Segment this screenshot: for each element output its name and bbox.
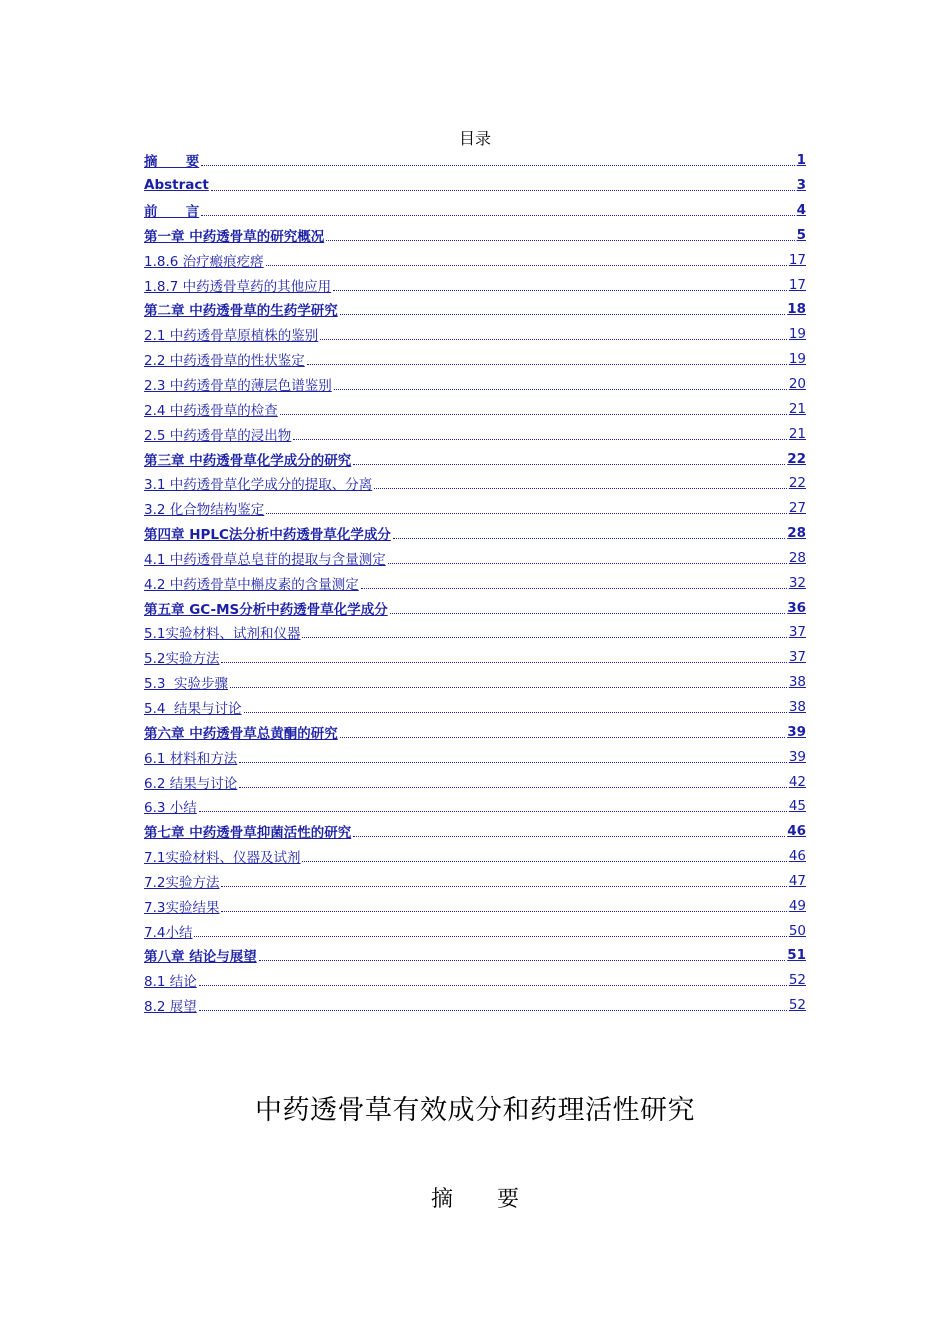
- toc-dot-leader: [266, 512, 787, 514]
- toc-dot-leader: [302, 860, 786, 862]
- toc-entry-label: 5.2实验方法: [144, 651, 220, 668]
- toc-entry-page: 3: [796, 177, 806, 194]
- toc-entry-page: 49: [788, 897, 806, 914]
- toc-entry-label: 前 言: [144, 204, 200, 221]
- toc-entry-page: 4: [796, 202, 806, 219]
- toc-chapter-link[interactable]: [144, 198, 806, 223]
- toc-dot-leader: [307, 363, 787, 365]
- toc-entry-label: 8.1 结论: [144, 974, 197, 991]
- toc-entry-label: 8.2 展望: [144, 999, 197, 1016]
- toc-section-link[interactable]: [144, 794, 806, 819]
- toc-entry-label: 4.2 中药透骨草中槲皮素的含量测定: [144, 576, 359, 593]
- toc-entry-page: 19: [788, 326, 806, 343]
- toc-entry-label: 7.2实验方法: [144, 874, 220, 891]
- toc-entry-page: 46: [788, 848, 806, 865]
- toc-entry-page: 17: [788, 276, 806, 293]
- toc-section-link[interactable]: [144, 347, 806, 372]
- toc-title: 目录: [458, 129, 491, 148]
- toc-entry-page: 32: [788, 574, 806, 591]
- toc-chapter-link[interactable]: [144, 943, 806, 968]
- toc-entry-label: 第三章 中药透骨草化学成分的研究: [144, 452, 352, 469]
- toc-chapter-link[interactable]: [144, 446, 806, 471]
- toc-entry-page: 52: [788, 972, 806, 989]
- toc-section-link[interactable]: [144, 645, 806, 670]
- toc-dot-leader: [333, 289, 787, 291]
- toc-chapter-link[interactable]: [144, 173, 806, 198]
- toc-entry-page: 47: [788, 872, 806, 889]
- toc-entry-label: 5.1实验材料、试剂和仪器: [144, 626, 301, 643]
- toc-dot-leader: [199, 984, 787, 986]
- toc-entry-label: 1.8.6 治疗瘢痕疙瘩: [144, 253, 264, 270]
- toc-entry-label: 3.2 化合物结构鉴定: [144, 502, 265, 519]
- toc-section-link[interactable]: [144, 272, 806, 297]
- toc-chapter-link[interactable]: [144, 595, 806, 620]
- toc-section-link[interactable]: [144, 695, 806, 720]
- abstract-heading-right: 要: [497, 1187, 520, 1212]
- toc-section-link[interactable]: [144, 421, 806, 446]
- toc-section-link[interactable]: [144, 868, 806, 893]
- toc-section-link[interactable]: [144, 247, 806, 272]
- toc-entry-page: 45: [788, 798, 806, 815]
- toc-section-link[interactable]: [144, 844, 806, 869]
- toc-section-link[interactable]: [144, 918, 806, 943]
- toc-entry-page: 39: [788, 748, 806, 765]
- toc-dot-leader: [201, 164, 794, 166]
- toc-entry-label: 1.8.7 中药透骨草药的其他应用: [144, 278, 332, 295]
- toc-entry-page: 20: [788, 376, 806, 393]
- toc-dot-leader: [393, 537, 785, 539]
- toc-section-link[interactable]: [144, 769, 806, 794]
- toc-entry-page: 18: [787, 301, 806, 318]
- toc-entry-page: 27: [788, 500, 806, 517]
- toc-section-link[interactable]: [144, 893, 806, 918]
- toc-section-link[interactable]: [144, 546, 806, 571]
- toc-dot-leader: [221, 910, 786, 912]
- toc-chapter-link[interactable]: [144, 297, 806, 322]
- toc-dot-leader: [390, 612, 785, 614]
- toc-entry-label: 第二章 中药透骨草的生药学研究: [144, 303, 338, 320]
- toc-entry-page: 22: [788, 475, 806, 492]
- toc-entry-label: 6.2 结果与讨论: [144, 775, 238, 792]
- toc-section-link[interactable]: [144, 396, 806, 421]
- toc-entry-label: 第六章 中药透骨草总黄酮的研究: [144, 725, 338, 742]
- toc-entry-label: 6.3 小结: [144, 800, 197, 817]
- toc-entry-label: 2.5 中药透骨草的浸出物: [144, 427, 292, 444]
- toc-entry-label: 6.1 材料和方法: [144, 750, 238, 767]
- toc-dot-leader: [280, 413, 787, 415]
- toc-entry-label: 7.3实验结果: [144, 899, 220, 916]
- toc-entry-label: 2.3 中药透骨草的薄层色谱鉴别: [144, 378, 332, 395]
- toc-dot-leader: [340, 313, 786, 315]
- toc-entry-page: 28: [788, 549, 806, 566]
- toc-section-link[interactable]: [144, 471, 806, 496]
- toc-dot-leader: [221, 661, 786, 663]
- toc-dot-leader: [194, 935, 786, 937]
- toc-chapter-link[interactable]: [144, 148, 806, 173]
- toc-entry-label: 第七章 中药透骨草抑菌活性的研究: [144, 825, 352, 842]
- toc-chapter-link[interactable]: [144, 719, 806, 744]
- toc-entry-page: 50: [788, 922, 806, 939]
- toc-dot-leader: [340, 736, 786, 738]
- toc-entry-label: 第一章 中药透骨草的研究概况: [144, 228, 325, 245]
- toc-dot-leader: [320, 338, 787, 340]
- toc-entry-label: Abstract: [144, 177, 209, 194]
- toc-dot-leader: [293, 438, 787, 440]
- toc-entry-page: 52: [788, 997, 806, 1014]
- toc-entry-page: 21: [788, 400, 806, 417]
- table-of-contents: [144, 148, 806, 1018]
- toc-dot-leader: [199, 810, 787, 812]
- toc-entry-label: 2.4 中药透骨草的检查: [144, 402, 278, 419]
- toc-entry-page: 36: [787, 599, 806, 616]
- toc-entry-label: 2.1 中药透骨草原植株的鉴别: [144, 328, 319, 345]
- toc-section-link[interactable]: [144, 670, 806, 695]
- toc-entry-page: 37: [788, 649, 806, 666]
- toc-dot-leader: [239, 761, 787, 763]
- toc-dot-leader: [334, 388, 787, 390]
- toc-dot-leader: [353, 835, 785, 837]
- toc-entry-page: 39: [787, 723, 806, 740]
- toc-entry-page: 46: [787, 823, 806, 840]
- toc-dot-leader: [259, 959, 786, 961]
- toc-dot-leader: [230, 686, 787, 688]
- toc-dot-leader: [302, 636, 786, 638]
- toc-entry-label: 4.1 中药透骨草总皂苷的提取与含量测定: [144, 551, 386, 568]
- toc-dot-leader: [221, 885, 786, 887]
- toc-dot-leader: [326, 239, 794, 241]
- toc-entry-label: 5.4 结果与讨论: [144, 700, 242, 717]
- toc-dot-leader: [244, 711, 787, 713]
- toc-section-link[interactable]: [144, 322, 806, 347]
- toc-section-link[interactable]: [144, 968, 806, 993]
- toc-entry-page: 42: [788, 773, 806, 790]
- toc-chapter-link[interactable]: [144, 223, 806, 248]
- toc-entry-label: 第八章 结论与展望: [144, 949, 257, 966]
- abstract-heading: [0, 1182, 950, 1213]
- toc-dot-leader: [361, 587, 787, 589]
- toc-entry-page: 21: [788, 425, 806, 442]
- toc-entry-label: 3.1 中药透骨草化学成分的提取、分离: [144, 477, 373, 494]
- toc-dot-leader: [266, 264, 787, 266]
- document-title: 中药透骨草有效成分和药理活性研究: [255, 1095, 695, 1126]
- toc-entry-page: 17: [788, 251, 806, 268]
- toc-section-link[interactable]: [144, 993, 806, 1018]
- toc-entry-label: 第五章 GC-MS分析中药透骨草化学成分: [144, 601, 388, 618]
- toc-entry-label: 7.4小结: [144, 924, 193, 941]
- toc-entry-label: 摘 要: [144, 154, 200, 171]
- toc-dot-leader: [388, 562, 787, 564]
- toc-entry-page: 5: [796, 226, 806, 243]
- toc-section-link[interactable]: [144, 620, 806, 645]
- abstract-heading-left: 摘: [430, 1187, 453, 1212]
- toc-entry-page: 38: [788, 698, 806, 715]
- toc-section-link[interactable]: [144, 496, 806, 521]
- toc-section-link[interactable]: [144, 372, 806, 397]
- toc-section-link[interactable]: [144, 744, 806, 769]
- toc-chapter-link[interactable]: [144, 819, 806, 844]
- toc-entry-page: 38: [788, 674, 806, 691]
- toc-dot-leader: [353, 463, 785, 465]
- toc-dot-leader: [374, 487, 787, 489]
- toc-entry-page: 19: [788, 351, 806, 368]
- toc-dot-leader: [201, 214, 794, 216]
- toc-entry-page: 51: [787, 947, 806, 964]
- toc-section-link[interactable]: [144, 570, 806, 595]
- toc-entry-page: 28: [787, 525, 806, 542]
- toc-entry-label: 2.2 中药透骨草的性状鉴定: [144, 353, 305, 370]
- toc-entry-page: 1: [796, 152, 806, 169]
- toc-entry-label: 7.1实验材料、仪器及试剂: [144, 850, 301, 867]
- toc-dot-leader: [199, 1009, 787, 1011]
- toc-entry-page: 22: [787, 450, 806, 467]
- toc-entry-page: 37: [788, 624, 806, 641]
- toc-dot-leader: [239, 786, 787, 788]
- toc-entry-label: 5.3 实验步骤: [144, 676, 229, 693]
- toc-chapter-link[interactable]: [144, 521, 806, 546]
- toc-dot-leader: [211, 189, 795, 191]
- toc-entry-label: 第四章 HPLC法分析中药透骨草化学成分: [144, 527, 391, 544]
